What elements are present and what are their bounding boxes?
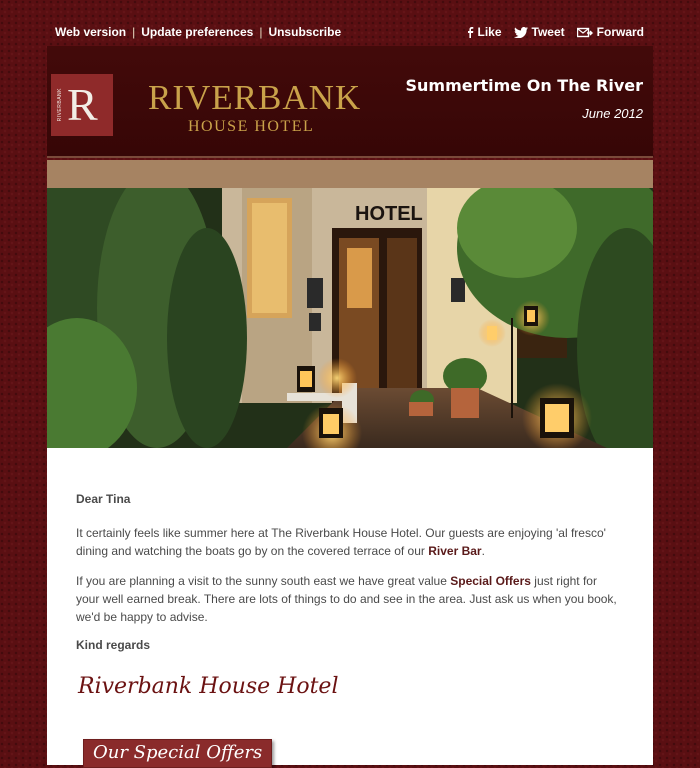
intro-text: It certainly feels like summer here at The Riverbank House Hotel. Our guests are enjoying 'al fresco' dining and watching the boats go by on the covered terrace of our xyxy=(76,526,606,558)
intro-text-end: . xyxy=(481,544,485,558)
issue-date: June 2012 xyxy=(582,106,643,121)
like-label: Like xyxy=(477,25,502,39)
newsletter-header xyxy=(47,46,653,158)
special-offers-link[interactable]: Special Offers xyxy=(450,574,531,588)
decorative-band xyxy=(47,160,653,188)
logo-vertical-text: RIVERBANK xyxy=(57,88,63,122)
offers-text-end: just right for your well earned break. There are lots of things to do and see in the area. Just ask us when you book, we'd be happy to advise. xyxy=(76,574,617,624)
forward-link[interactable] xyxy=(577,25,644,39)
hotel-entrance-photo xyxy=(47,188,653,448)
link-separator: | xyxy=(259,25,263,39)
tweet-label: Tweet xyxy=(531,25,565,39)
hero-image xyxy=(47,188,653,448)
logo-letter: R xyxy=(67,79,98,130)
like-link[interactable] xyxy=(466,25,502,39)
newsletter-headline: Summertime On The River xyxy=(405,76,643,95)
forward-label: Forward xyxy=(596,25,644,39)
river-bar-link[interactable]: River Bar xyxy=(428,544,482,558)
sign-off: Kind regards xyxy=(76,638,151,652)
intro-paragraph xyxy=(76,524,621,560)
special-offers-button[interactable]: Our Special Offers xyxy=(83,739,272,768)
unsubscribe-link[interactable]: Unsubscribe xyxy=(268,25,342,39)
envelope-forward-icon xyxy=(577,27,593,38)
brand-name: RIVERBANK xyxy=(148,78,362,117)
social-links xyxy=(466,25,644,39)
header-divider xyxy=(47,156,653,158)
hotel-logo[interactable] xyxy=(51,74,113,136)
signature: Riverbank House Hotel xyxy=(78,674,339,699)
utility-links xyxy=(55,25,341,39)
brand-subtitle: HOUSE HOTEL xyxy=(188,118,315,135)
email-body xyxy=(47,448,653,765)
twitter-bird-icon xyxy=(514,27,528,38)
link-separator: | xyxy=(132,25,136,39)
update-preferences-link[interactable]: Update preferences xyxy=(141,25,254,39)
offers-paragraph xyxy=(76,572,621,626)
offers-text: If you are planning a visit to the sunny south east we have great value xyxy=(76,574,451,588)
tweet-link[interactable] xyxy=(514,25,565,39)
web-version-link[interactable]: Web version xyxy=(55,25,127,39)
greeting: Dear Tina xyxy=(76,492,131,506)
facebook-icon xyxy=(466,26,474,38)
top-bar xyxy=(0,0,700,46)
hotel-sign-text: HOTEL xyxy=(355,203,423,225)
